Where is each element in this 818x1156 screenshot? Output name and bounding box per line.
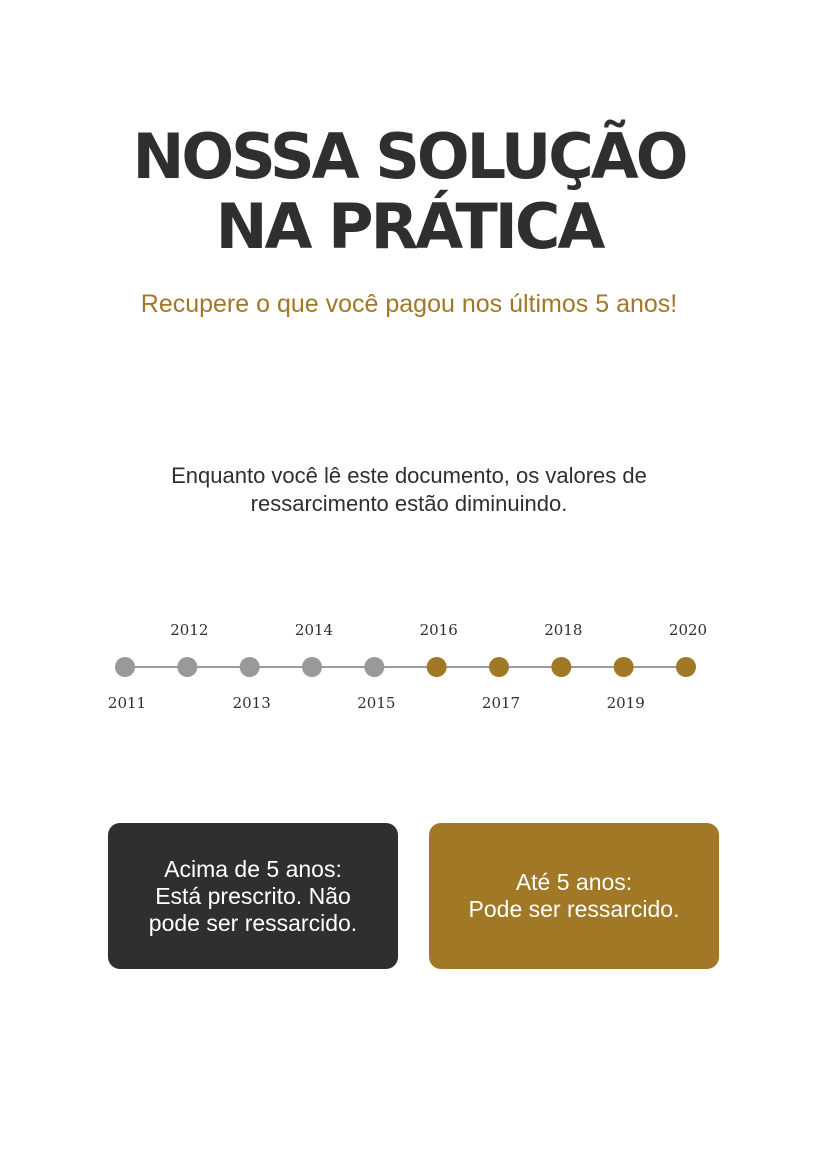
timeline-dot-2018: [551, 657, 571, 677]
timeline-year-label-2018: 2018: [544, 621, 583, 639]
timeline-dot-2016: [427, 657, 447, 677]
year-timeline: [0, 600, 818, 720]
timeline-year-label-2017: 2017: [481, 694, 521, 712]
expired-card-line-2: Está prescrito. Não: [155, 882, 351, 909]
recoverable-card-line-1: Até 5 anos:: [515, 869, 633, 895]
intro-line-1: Enquanto você lê este documento, os valores de: [171, 463, 647, 488]
timeline-year-label-2014: 2014: [294, 621, 334, 639]
timeline-dot-2020: [676, 657, 696, 677]
timeline-dot-2011: [115, 657, 135, 677]
page-title-line-2: NA PRÁTICA: [215, 190, 603, 263]
page-subtitle: Recupere o que você pagou nos últimos 5 anos!: [140, 290, 678, 318]
intro-line-2: ressarcimento estão diminuindo.: [250, 491, 568, 516]
page-title: [0, 122, 818, 262]
timeline-dot-2015: [364, 657, 384, 677]
timeline-year-label-2020: 2020: [668, 621, 708, 639]
timeline-year-label-2012: 2012: [170, 621, 209, 639]
timeline-year-label-2019: 2019: [606, 694, 645, 712]
timeline-year-label-2013: 2013: [232, 694, 271, 712]
timeline-dot-2012: [177, 657, 197, 677]
expired-card-line-1: Acima de 5 anos:: [164, 855, 342, 882]
expired-period-card: [108, 823, 398, 969]
timeline-dot-2014: [302, 657, 322, 677]
timeline-year-label-2011: 2011: [107, 694, 147, 712]
expired-card-line-3: pode ser ressarcido.: [148, 909, 358, 936]
timeline-dot-2013: [240, 657, 260, 677]
timeline-dot-2017: [489, 657, 509, 677]
page-title-line-1: NOSSA SOLUÇÃO: [132, 120, 686, 193]
intro-text: [0, 462, 818, 518]
recoverable-period-card: [429, 823, 719, 969]
recoverable-card-line-2: Pode ser ressarcido.: [468, 896, 680, 922]
timeline-dot-2019: [614, 657, 634, 677]
timeline-year-label-2015: 2015: [357, 694, 396, 712]
timeline-year-label-2016: 2016: [419, 621, 458, 639]
